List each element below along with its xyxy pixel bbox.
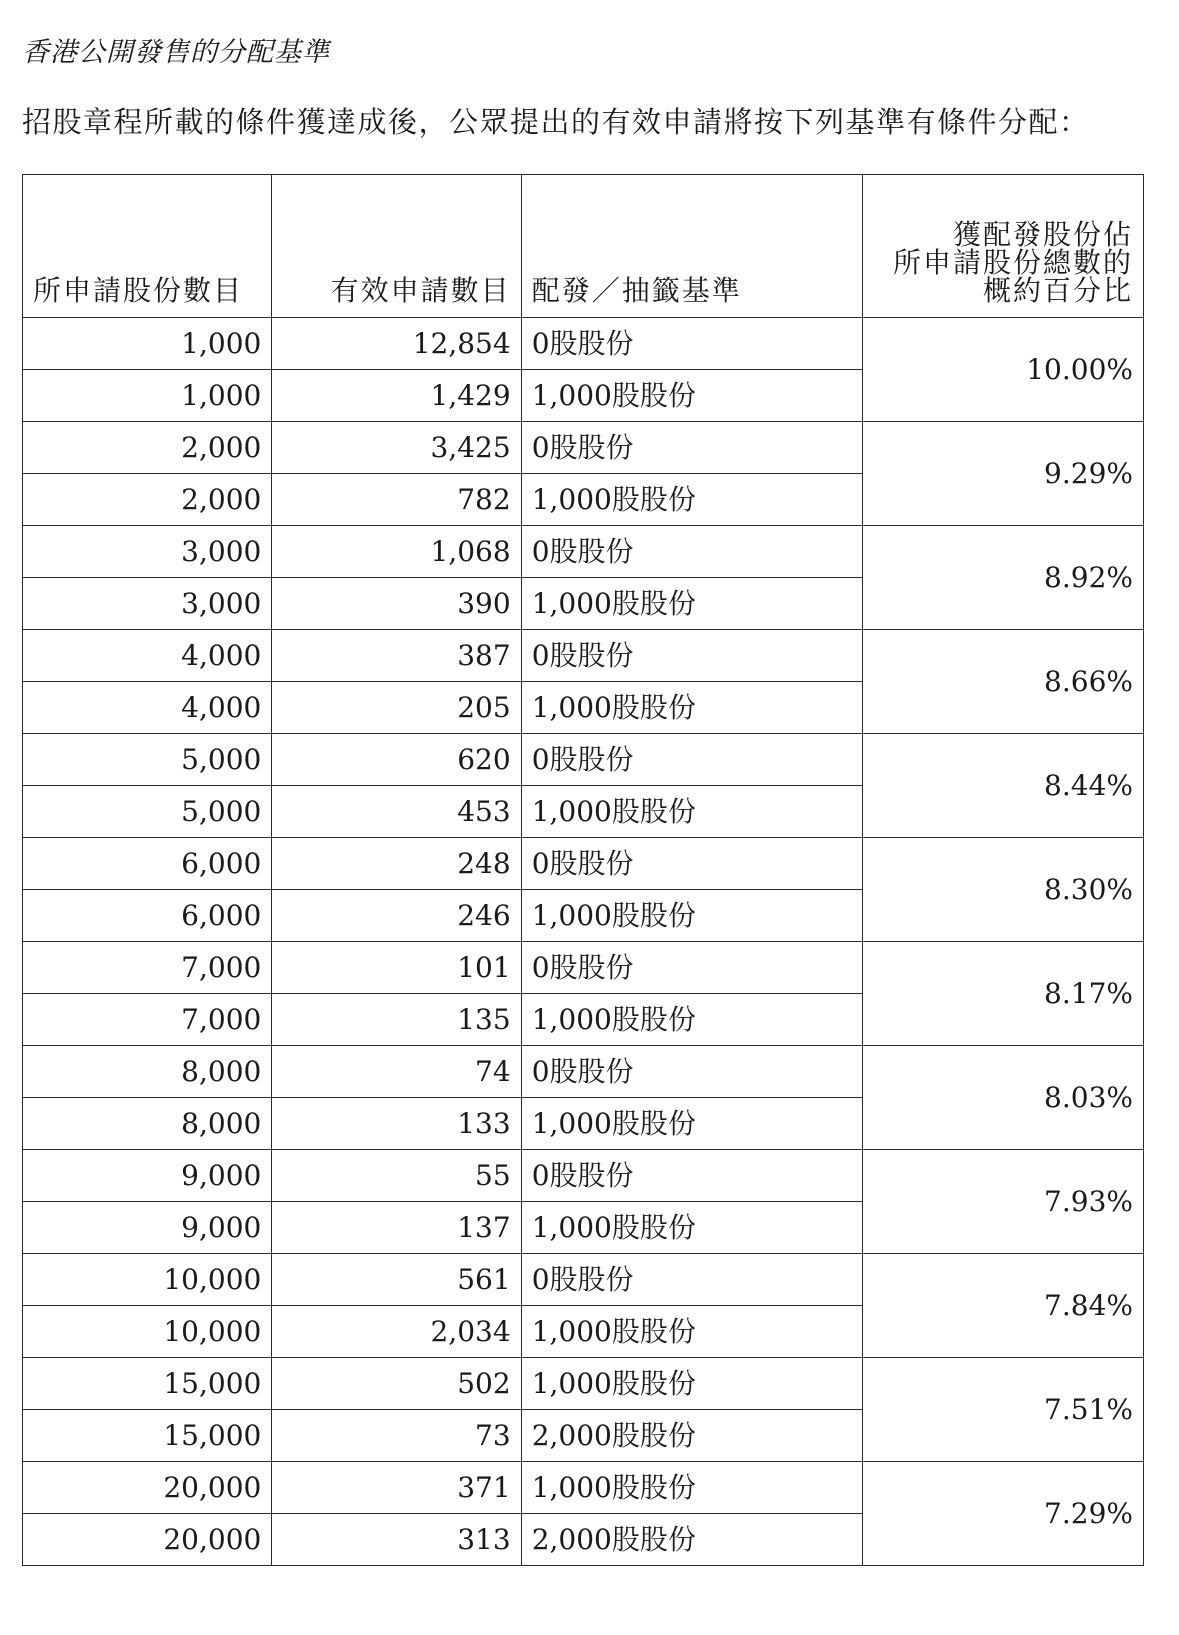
cell-shares-applied: 2,000 (23, 422, 272, 474)
header-pct-line-1: 獲配發股份佔 (952, 218, 1133, 251)
cell-valid-applications: 246 (272, 890, 521, 942)
cell-allocation-basis: 1,000股股份 (521, 474, 863, 526)
cell-shares-applied: 6,000 (23, 838, 272, 890)
cell-valid-applications: 133 (272, 1098, 521, 1150)
cell-allocation-basis: 0股股份 (521, 630, 863, 682)
cell-shares-applied: 10,000 (23, 1254, 272, 1306)
document-intro: 招股章程所載的條件獲達成後，公眾提出的有效申請將按下列基準有條件分配： (22, 105, 1090, 139)
cell-valid-applications: 73 (272, 1410, 521, 1462)
cell-allocation-percentage: 9.29% (863, 422, 1144, 526)
cell-allocation-percentage: 7.29% (863, 1462, 1144, 1566)
cell-shares-applied: 7,000 (23, 994, 272, 1046)
cell-allocation-percentage: 8.03% (863, 1046, 1144, 1150)
cell-shares-applied: 9,000 (23, 1202, 272, 1254)
cell-valid-applications: 55 (272, 1150, 521, 1202)
cell-allocation-basis: 0股股份 (521, 838, 863, 890)
table-row (23, 1462, 1144, 1514)
cell-valid-applications: 74 (272, 1046, 521, 1098)
table-body (23, 318, 1144, 1566)
cell-shares-applied: 20,000 (23, 1462, 272, 1514)
cell-valid-applications: 12,854 (272, 318, 521, 370)
cell-shares-applied: 9,000 (23, 1150, 272, 1202)
cell-valid-applications: 137 (272, 1202, 521, 1254)
document-title: 香港公開發售的分配基準 (22, 37, 330, 68)
table-row (23, 1358, 1144, 1410)
cell-allocation-percentage: 8.92% (863, 526, 1144, 630)
header-valid-applications: 有效申請數目 (272, 175, 521, 318)
header-shares-applied: 所申請股份數目 (23, 175, 272, 318)
cell-allocation-basis: 1,000股股份 (521, 1462, 863, 1514)
cell-shares-applied: 3,000 (23, 526, 272, 578)
cell-valid-applications: 313 (272, 1514, 521, 1566)
cell-valid-applications: 101 (272, 942, 521, 994)
cell-allocation-basis: 1,000股股份 (521, 370, 863, 422)
cell-shares-applied: 10,000 (23, 1306, 272, 1358)
cell-shares-applied: 5,000 (23, 786, 272, 838)
cell-allocation-percentage: 10.00% (863, 318, 1144, 422)
cell-valid-applications: 248 (272, 838, 521, 890)
cell-allocation-percentage: 8.30% (863, 838, 1144, 942)
cell-valid-applications: 502 (272, 1358, 521, 1410)
cell-allocation-basis: 1,000股股份 (521, 682, 863, 734)
header-pct-line-2: 所申請股份總數的 (892, 246, 1133, 279)
cell-shares-applied: 2,000 (23, 474, 272, 526)
cell-allocation-basis: 0股股份 (521, 422, 863, 474)
cell-shares-applied: 15,000 (23, 1410, 272, 1462)
table-header-row (23, 175, 1144, 318)
header-allocation-percentage (863, 175, 1144, 318)
allocation-table (22, 174, 1144, 1566)
cell-allocation-basis: 2,000股股份 (521, 1514, 863, 1566)
cell-allocation-basis: 1,000股股份 (521, 994, 863, 1046)
cell-valid-applications: 2,034 (272, 1306, 521, 1358)
cell-shares-applied: 4,000 (23, 630, 272, 682)
cell-valid-applications: 1,429 (272, 370, 521, 422)
cell-allocation-basis: 0股股份 (521, 318, 863, 370)
cell-allocation-percentage: 8.17% (863, 942, 1144, 1046)
cell-valid-applications: 561 (272, 1254, 521, 1306)
table-row (23, 942, 1144, 994)
cell-valid-applications: 453 (272, 786, 521, 838)
header-allocation-basis: 配發／抽籤基準 (521, 175, 863, 318)
table-row (23, 422, 1144, 474)
cell-allocation-basis: 0股股份 (521, 1150, 863, 1202)
cell-allocation-basis: 1,000股股份 (521, 1358, 863, 1410)
cell-shares-applied: 8,000 (23, 1098, 272, 1150)
cell-shares-applied: 3,000 (23, 578, 272, 630)
cell-allocation-basis: 0股股份 (521, 734, 863, 786)
table-row (23, 1254, 1144, 1306)
table-row (23, 1046, 1144, 1098)
cell-allocation-basis: 1,000股股份 (521, 578, 863, 630)
cell-shares-applied: 1,000 (23, 318, 272, 370)
cell-allocation-basis: 1,000股股份 (521, 1306, 863, 1358)
cell-allocation-basis: 0股股份 (521, 942, 863, 994)
cell-allocation-basis: 0股股份 (521, 1046, 863, 1098)
header-pct-line-3: 概約百分比 (982, 274, 1133, 307)
cell-valid-applications: 620 (272, 734, 521, 786)
cell-shares-applied: 8,000 (23, 1046, 272, 1098)
cell-allocation-percentage: 7.84% (863, 1254, 1144, 1358)
cell-shares-applied: 1,000 (23, 370, 272, 422)
cell-allocation-basis: 2,000股股份 (521, 1410, 863, 1462)
cell-shares-applied: 20,000 (23, 1514, 272, 1566)
cell-allocation-basis: 1,000股股份 (521, 890, 863, 942)
cell-shares-applied: 4,000 (23, 682, 272, 734)
table-row (23, 318, 1144, 370)
cell-allocation-percentage: 7.51% (863, 1358, 1144, 1462)
cell-allocation-percentage: 8.44% (863, 734, 1144, 838)
cell-allocation-basis: 1,000股股份 (521, 786, 863, 838)
table-row (23, 734, 1144, 786)
table-row (23, 1150, 1144, 1202)
cell-valid-applications: 135 (272, 994, 521, 1046)
cell-shares-applied: 7,000 (23, 942, 272, 994)
cell-shares-applied: 15,000 (23, 1358, 272, 1410)
table-row (23, 630, 1144, 682)
cell-allocation-percentage: 8.66% (863, 630, 1144, 734)
cell-allocation-basis: 0股股份 (521, 526, 863, 578)
table-row (23, 838, 1144, 890)
cell-shares-applied: 6,000 (23, 890, 272, 942)
cell-valid-applications: 205 (272, 682, 521, 734)
cell-allocation-basis: 0股股份 (521, 1254, 863, 1306)
cell-allocation-basis: 1,000股股份 (521, 1098, 863, 1150)
cell-valid-applications: 371 (272, 1462, 521, 1514)
cell-valid-applications: 390 (272, 578, 521, 630)
cell-valid-applications: 387 (272, 630, 521, 682)
cell-valid-applications: 3,425 (272, 422, 521, 474)
cell-shares-applied: 5,000 (23, 734, 272, 786)
cell-valid-applications: 1,068 (272, 526, 521, 578)
cell-allocation-basis: 1,000股股份 (521, 1202, 863, 1254)
cell-allocation-percentage: 7.93% (863, 1150, 1144, 1254)
table-row (23, 526, 1144, 578)
cell-valid-applications: 782 (272, 474, 521, 526)
